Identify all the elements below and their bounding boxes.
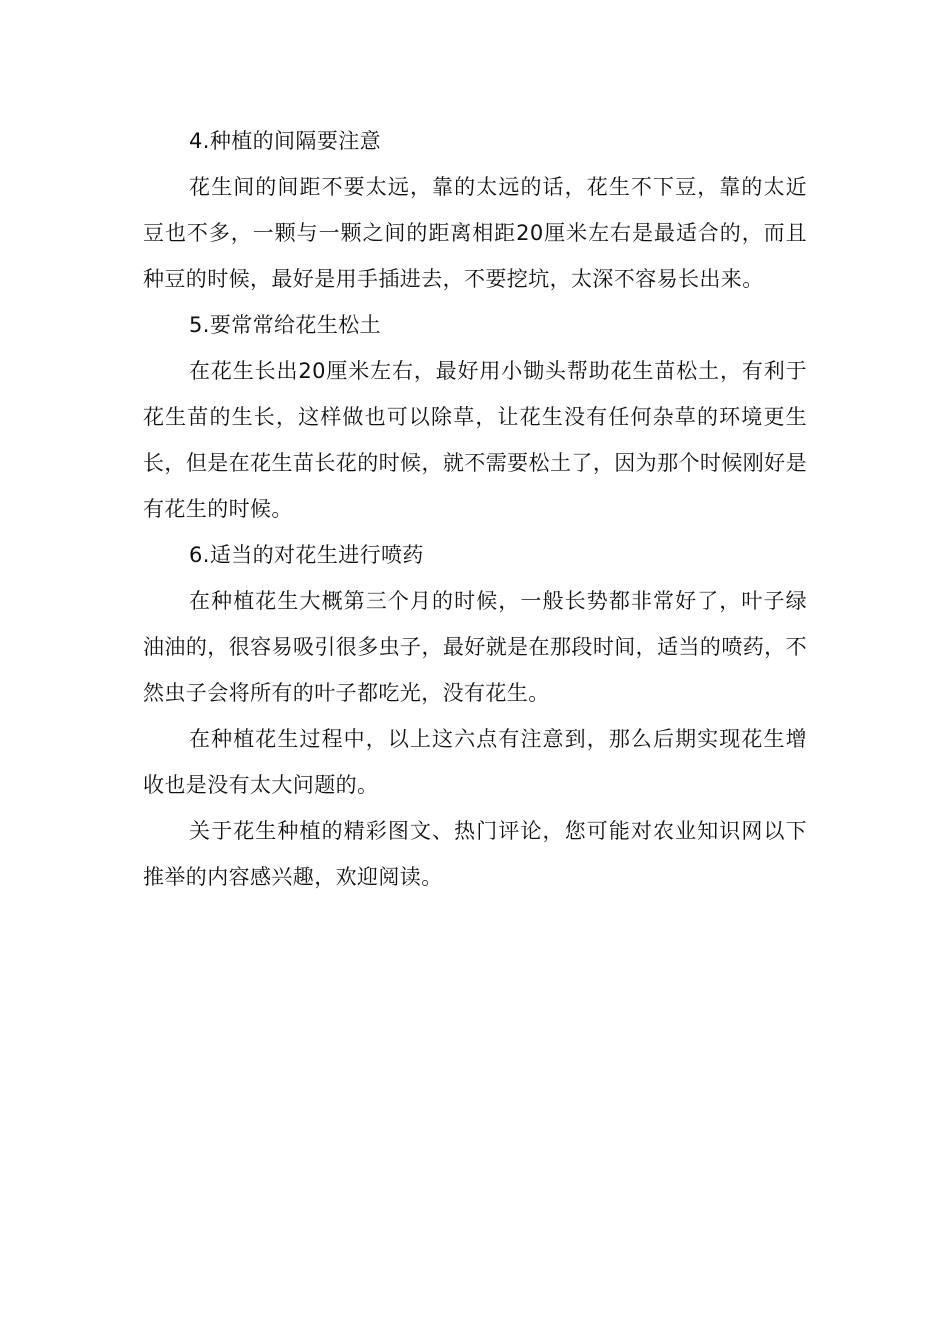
closing-paragraph-recommendation: 关于花生种植的精彩图文、热门评论，您可能对农业知识网以下推举的内容感兴趣，欢迎阅读。 (143, 819, 807, 889)
section-heading-6: 6.适当的对花生进行喷药 (189, 543, 424, 567)
section-heading-5: 5.要常常给花生松土 (189, 313, 382, 337)
document-body (143, 118, 807, 900)
section-body-5: 在花生长出20厘米左右，最好用小锄头帮助花生苗松土，有利于花生苗的生长，这样做也可以除草，让花生没有任何杂草的环境更生长，但是在花生苗长花的时候，就不需要松土了，因为那个时候刚好是有花生的时候。 (143, 359, 807, 521)
section-body-4: 花生间的间距不要太远，靠的太远的话，花生不下豆，靠的太近豆也不多，一颗与一颗之间的距离相距20厘米左右是最适合的，而且种豆的时候，最好是用手插进去，不要挖坑，太深不容易长出来。 (143, 175, 807, 291)
section-body-6: 在种植花生大概第三个月的时候，一般长势都非常好了，叶子绿油油的，很容易吸引很多虫子，最好就是在那段时间，适当的喷药，不然虫子会将所有的叶子都吃光，没有花生。 (143, 589, 807, 705)
closing-paragraph-summary: 在种植花生过程中，以上这六点有注意到，那么后期实现花生增收也是没有太大问题的。 (143, 727, 807, 797)
section-heading-4: 4.种植的间隔要注意 (189, 129, 382, 153)
